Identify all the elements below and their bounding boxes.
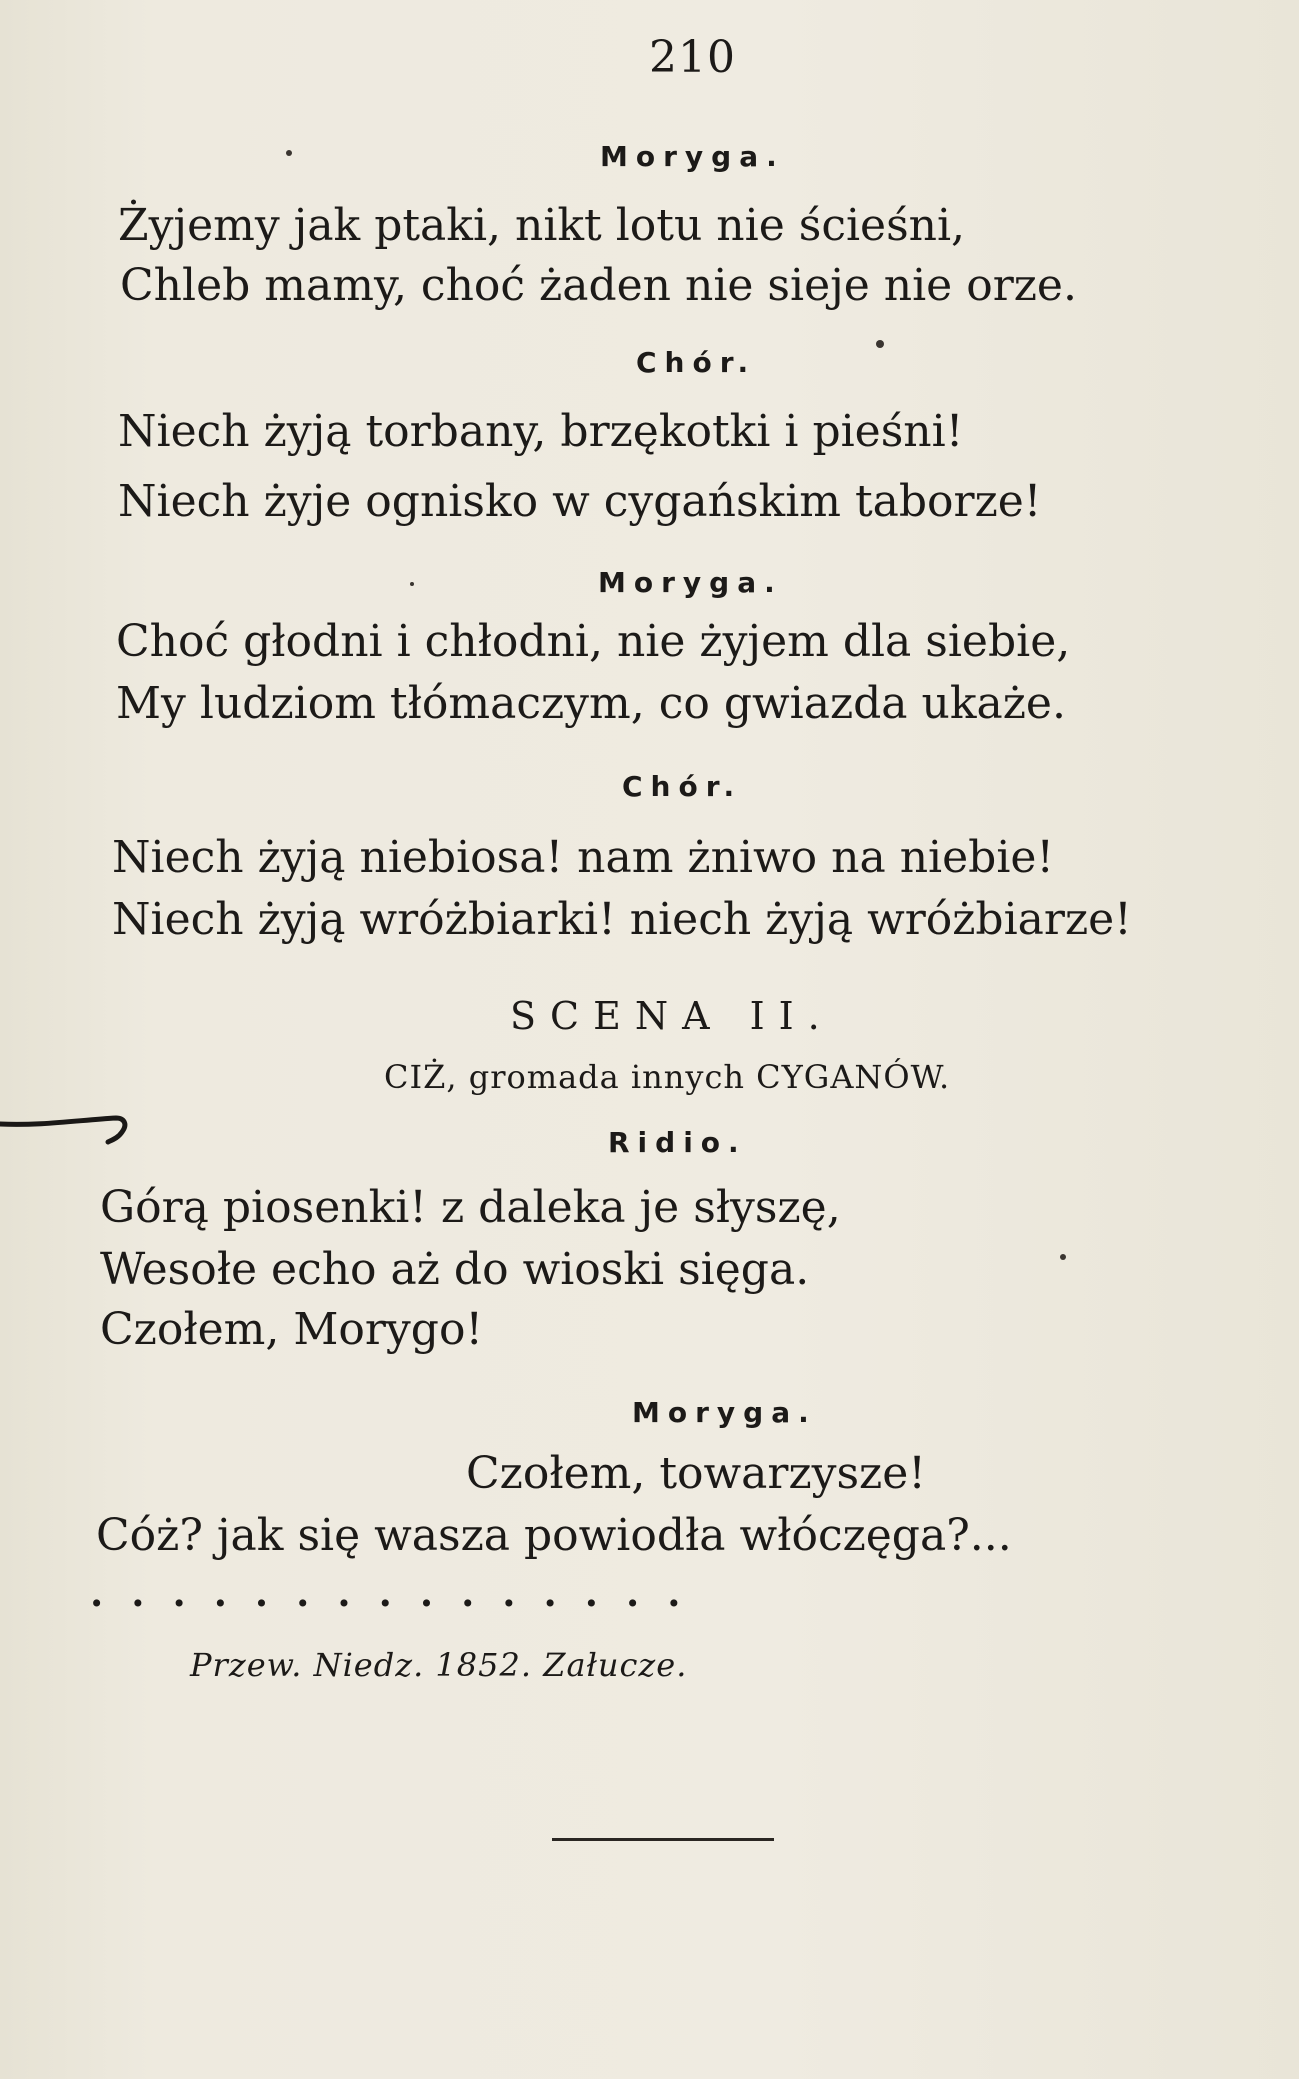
- verse-line: Chleb mamy, choć żaden nie sieje nie orze.: [120, 260, 1077, 311]
- verse-line: Wesołe echo aż do wioski sięga.: [100, 1244, 810, 1295]
- verse-line: Niech żyją wróżbiarki! niech żyją wróżbiarze!: [112, 894, 1132, 945]
- speaker-moryga-1: Moryga.: [600, 140, 785, 173]
- scene-title: SCENA II.: [510, 994, 834, 1038]
- speaker-chor-1: Chór.: [636, 346, 757, 379]
- ellipsis-dots: ...............: [90, 1570, 709, 1615]
- verse-line: Żyjemy jak ptaki, nikt lotu nie ścieśni,: [118, 200, 966, 251]
- verse-line: Górą piosenki! z daleka je słyszę,: [100, 1182, 841, 1233]
- scene-cast: CIŻ, gromada innych CYGANÓW.: [384, 1058, 951, 1096]
- verse-line: Niech żyją torbany, brzękotki i pieśni!: [118, 406, 964, 457]
- signature-line: Przew. Niedz. 1852. Załucze.: [190, 1646, 688, 1684]
- verse-line: Niech żyje ognisko w cygańskim taborze!: [118, 476, 1042, 527]
- paper-speck: [1060, 1254, 1066, 1260]
- verse-line: My ludziom tłómaczym, co gwiazda ukaże.: [116, 678, 1066, 729]
- margin-pencil-mark: [0, 1110, 140, 1146]
- paper-speck: [286, 150, 292, 156]
- verse-line: Czołem, towarzysze!: [466, 1448, 926, 1499]
- verse-line: Czołem, Morygo!: [100, 1304, 484, 1355]
- page-number: 210: [649, 32, 736, 83]
- verse-line: Choć głodni i chłodni, nie żyjem dla siebie,: [116, 616, 1071, 667]
- verse-line: Cóż? jak się wasza powiodła włóczęga?...: [96, 1510, 1012, 1561]
- verse-line: Niech żyją niebiosa! nam żniwo na niebie!: [112, 832, 1055, 883]
- paper-speck: [876, 340, 884, 348]
- speaker-moryga-3: Moryga.: [632, 1396, 817, 1429]
- speaker-moryga-2: Moryga.: [598, 566, 783, 599]
- speaker-ridio: Ridio.: [608, 1126, 747, 1159]
- paper-speck: [410, 582, 414, 586]
- speaker-chor-2: Chór.: [622, 770, 743, 803]
- closing-divider: [552, 1838, 774, 1841]
